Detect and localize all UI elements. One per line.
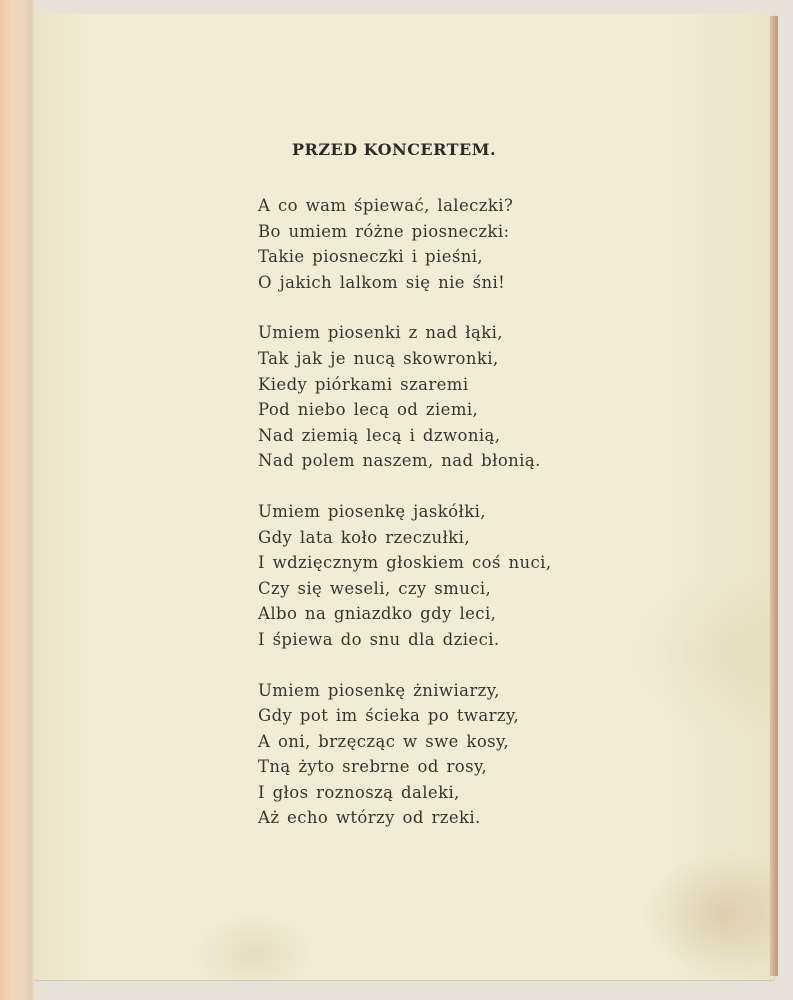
poem-line: I wdzięcznym głoskiem coś nuci, [258, 553, 552, 573]
poem-line: Umiem piosenki z nad łąki, [258, 323, 503, 343]
poem-line: Kiedy piórkami szaremi [258, 374, 469, 394]
poem-line: Gdy pot im ścieka po twarzy, [258, 706, 520, 726]
page-edge [770, 16, 778, 976]
stanza-3 [258, 499, 558, 653]
book-spine [0, 0, 34, 1000]
poem-line: I śpiewa do snu dla dzieci. [258, 629, 500, 649]
poem-line: O jakich lalkom się nie śni! [258, 272, 506, 292]
poem-line: Aż echo wtórzy od rzeki. [258, 808, 481, 828]
poem-line: Czy się weseli, czy smuci, [258, 578, 492, 598]
poem-line: Gdy lata koło rzeczułki, [258, 527, 470, 547]
poem-line: Nad ziemią lecą i dzwonią, [258, 425, 501, 445]
poem-line: Nad polem naszem, nad błonią. [258, 451, 541, 471]
poem-line: Bo umiem różne piosneczki: [258, 221, 510, 241]
poem-body [258, 193, 558, 831]
poem-line: A oni, brzęcząc w swe kosy, [258, 731, 510, 751]
poem-line: Pod niebo lecą od ziemi, [258, 400, 479, 420]
poem-line: Umiem piosenkę żniwiarzy, [258, 680, 500, 700]
poem-line: Takie piosneczki i pieśni, [258, 247, 484, 267]
poem-line: Tak jak je nucą skowronki, [258, 348, 499, 368]
poem-title: PRZED KONCERTEM. [292, 140, 497, 159]
poem-line: A co wam śpiewać, laleczki? [258, 196, 514, 215]
stanza-1 [258, 193, 558, 295]
stanza-2 [258, 320, 558, 474]
poem-line: Tną żyto srebrne od rosy, [258, 757, 488, 777]
poem-line: Albo na gniazdko gdy leci, [258, 604, 497, 624]
poem-line: Umiem piosenkę jaskółki, [258, 501, 486, 521]
poem-line: I głos roznoszą daleki, [258, 782, 460, 802]
stanza-4 [258, 678, 558, 832]
